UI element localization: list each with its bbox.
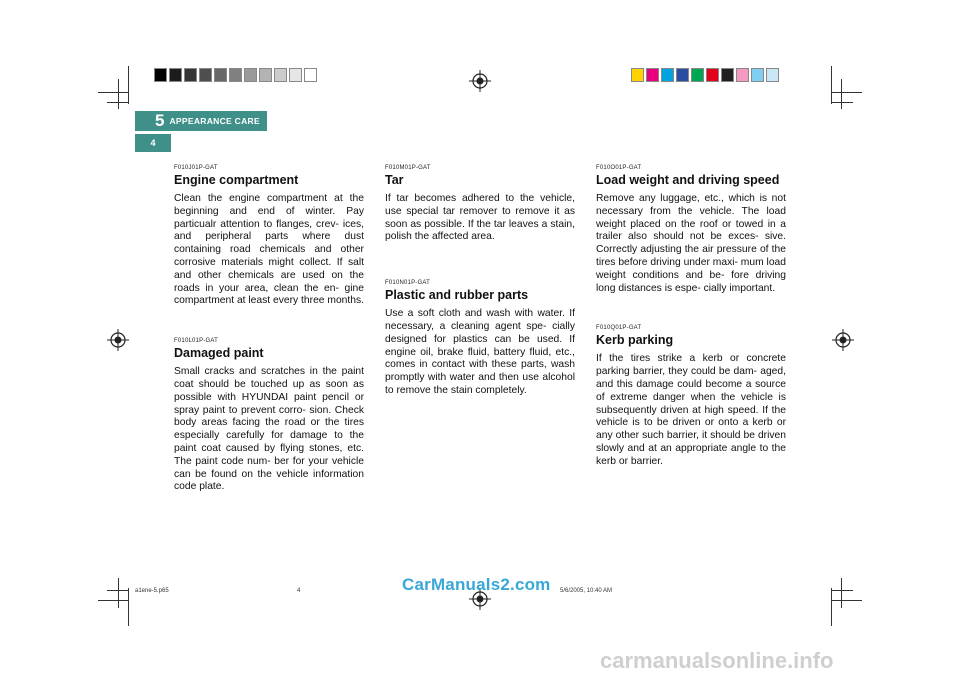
- calibration-swatch: [289, 68, 302, 82]
- calibration-swatch: [274, 68, 287, 82]
- registration-mark-icon: [107, 329, 129, 351]
- crop-mark: [831, 590, 853, 591]
- crop-mark: [128, 588, 129, 626]
- calibration-swatch: [676, 68, 689, 82]
- crop-mark: [118, 79, 119, 109]
- section-heading: Load weight and driving speed: [596, 173, 780, 187]
- section-code: F010M01P-GAT: [385, 165, 431, 171]
- calibration-swatch: [721, 68, 734, 82]
- section-plastic-rubber: [385, 280, 575, 398]
- page-number-tab: 4: [135, 134, 171, 152]
- calibration-swatch: [259, 68, 272, 82]
- section-heading: Kerb parking: [596, 333, 674, 348]
- section-body: Remove any luggage, etc., which is not necessary from the vehicle. The load weight placed on the roof or towed in a trailer also should not be exces- sive. Correctly adjusting the air pressure of the tires before driving under maxi- mum load weight conditions and be- fore driving long distances is espe- cially important.: [596, 193, 786, 294]
- crop-mark: [128, 66, 129, 104]
- section-code: F010L01P-GAT: [174, 338, 218, 345]
- calibration-swatch: [184, 68, 197, 82]
- calibration-swatch: [154, 68, 167, 82]
- crop-mark: [98, 92, 128, 93]
- section-engine-compartment: [174, 165, 364, 308]
- section-number: 5: [155, 111, 165, 130]
- calibration-swatch: [199, 68, 212, 82]
- crop-mark: [841, 79, 842, 109]
- section-body: If tar becomes adhered to the vehicle, use special tar remover to remove it as soon as possible. If the tar leaves a stain, polish the affected area.: [385, 193, 575, 243]
- calibration-swatch: [766, 68, 779, 82]
- column-left: [174, 165, 364, 524]
- section-code: F010O01P-GAT: [596, 165, 642, 171]
- section-heading: Plastic and rubber parts: [385, 288, 529, 303]
- section-kerb-parking: [596, 325, 786, 468]
- calibration-swatch: [646, 68, 659, 82]
- section-body: If the tires strike a kerb or concrete parking barrier, they could be dam- aged, and this damage could become a source of extreme danger when the vehicle is subsequently driven at high speed. If the vehicle is to be driven or onto a kerb or any other such barrier, it should be driven slowly and at an appropriate angle to the kerb or barrier.: [596, 353, 786, 467]
- footer-file-name: a1ene-5.p65: [135, 588, 169, 594]
- gray-calibration-strip: [154, 68, 319, 82]
- section-damaged-paint: [174, 338, 364, 494]
- section-heading: Damaged paint: [174, 346, 264, 361]
- crop-mark: [832, 600, 862, 601]
- footer-timestamp: 5/6/2005, 10:40 AM: [560, 588, 613, 594]
- calibration-swatch: [706, 68, 719, 82]
- calibration-swatch: [244, 68, 257, 82]
- calibration-swatch: [169, 68, 182, 82]
- section-heading: Tar: [385, 173, 404, 187]
- color-calibration-strip: [631, 68, 781, 82]
- calibration-swatch: [214, 68, 227, 82]
- calibration-swatch: [691, 68, 704, 82]
- section-body: Use a soft cloth and wash with water. If necessary, a cleaning agent spe- cially designed for plastics can be used. If engine oil, brake fluid, battery fluid, etc., comes in contact with these parts, wash promptly with water and then use alcohol to remove the stain completely.: [385, 308, 575, 396]
- calibration-swatch: [736, 68, 749, 82]
- section-tar: [385, 165, 575, 244]
- crop-mark: [831, 66, 832, 104]
- crop-mark: [98, 600, 128, 601]
- section-title: APPEARANCE CARE: [169, 116, 260, 126]
- calibration-swatch: [661, 68, 674, 82]
- section-body: Clean the engine compartment at the beginning and end of winter. Pay particualr attention to flanges, crev- ices, and peripheral parts where dust containing road chemicals and other corrosive materials might collect. If salt and other chemicals are used on the roads in your area, clean the en- gine compartment at least every three months.: [174, 193, 365, 307]
- section-heading: Engine compartment: [174, 173, 299, 187]
- section-code: F010Q01P-GAT: [596, 325, 642, 332]
- column-right: [596, 165, 786, 499]
- watermark-link[interactable]: CarManuals2.com: [402, 575, 551, 594]
- calibration-swatch: [229, 68, 242, 82]
- section-code: F010N01P-GAT: [385, 280, 430, 287]
- section-code: F010J01P-GAT: [174, 165, 218, 171]
- section-body: Small cracks and scratches in the paint coat should be touched up as soon as possible with HYUNDAI paint pencil or spray paint to prevent corro- sion. Check body areas facing the road or the tires especially carefully for damage to the paint coat caused by flying stones, etc. The paint code num- ber for your vehicle can be found on the vehicle information code plate.: [174, 366, 364, 493]
- crop-mark: [832, 92, 862, 93]
- registration-mark-icon: [469, 70, 491, 92]
- crop-mark: [118, 578, 119, 608]
- crop-mark: [831, 102, 853, 103]
- column-middle: [385, 165, 575, 428]
- calibration-swatch: [631, 68, 644, 82]
- watermark-bottom: carmanualsonline.info: [600, 648, 834, 673]
- calibration-swatch: [751, 68, 764, 82]
- crop-mark: [831, 588, 832, 626]
- section-load-weight: [596, 165, 786, 295]
- registration-mark-icon: [832, 329, 854, 351]
- footer-page: 4: [297, 588, 301, 594]
- crop-mark: [841, 578, 842, 608]
- section-header: [135, 111, 267, 131]
- calibration-swatch: [304, 68, 317, 82]
